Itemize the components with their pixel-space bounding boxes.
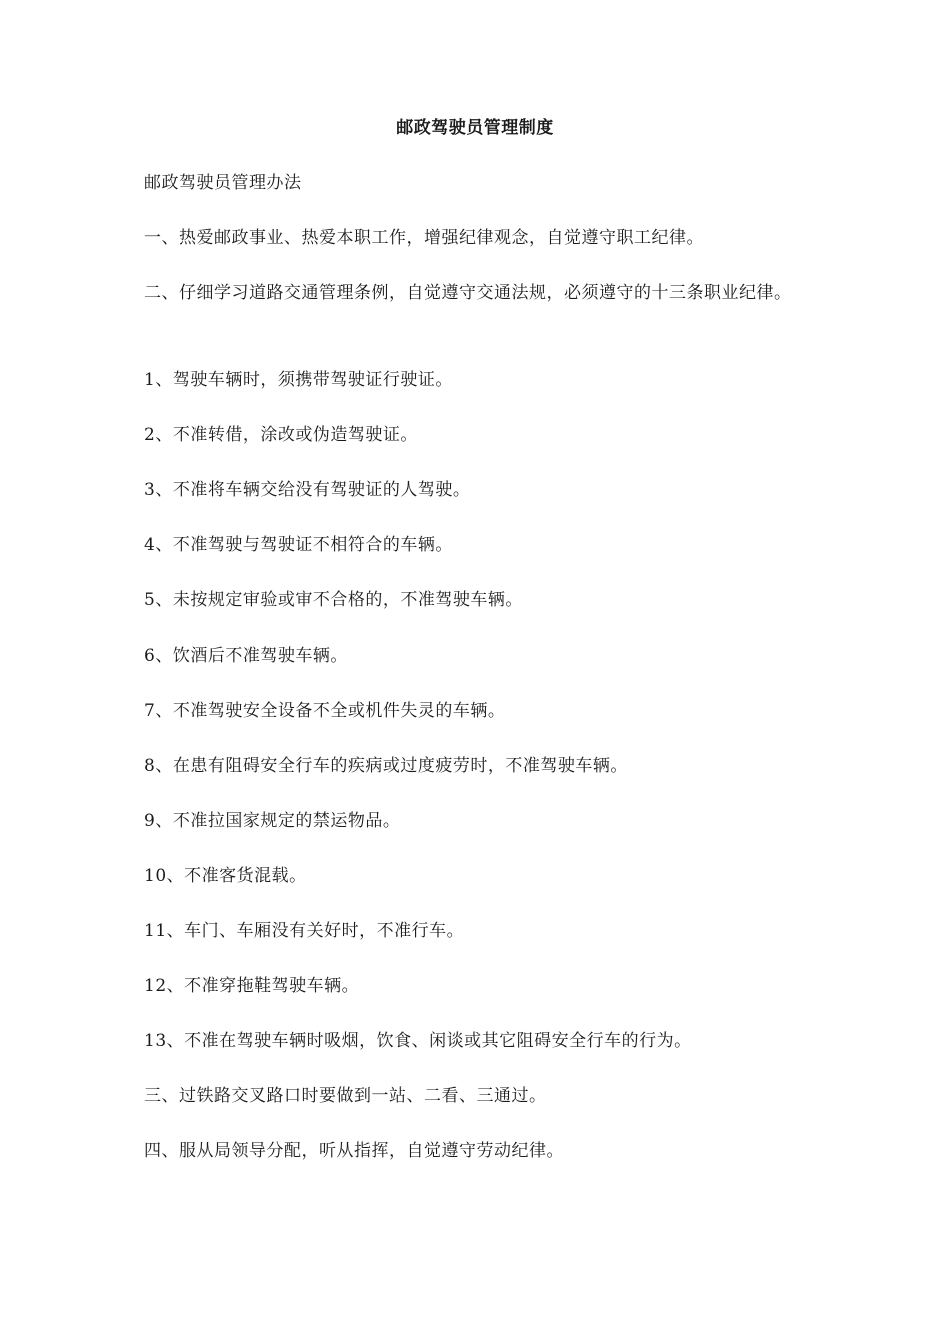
section-1-paragraph: 一、热爱邮政事业、热爱本职工作，增强纪律观念，自觉遵守职工纪律。 <box>144 228 704 248</box>
rule-item-3: 3、不准将车辆交给没有驾驶证的人驾驶。 <box>144 480 471 500</box>
rule-item-9: 9、不准拉国家规定的禁运物品。 <box>144 811 401 831</box>
rule-item-4: 4、不准驾驶与驾驶证不相符合的车辆。 <box>144 535 453 555</box>
section-4-paragraph: 四、服从局领导分配，听从指挥，自觉遵守劳动纪律。 <box>144 1141 564 1161</box>
rule-item-6: 6、饮酒后不准驾驶车辆。 <box>144 646 348 666</box>
rule-item-1: 1、驾驶车辆时，须携带驾驶证行驶证。 <box>144 370 453 390</box>
document-subtitle: 邮政驾驶员管理办法 <box>144 173 302 193</box>
rule-item-12: 12、不准穿拖鞋驾驶车辆。 <box>144 976 360 996</box>
section-2-paragraph: 二、仔细学习道路交通管理条例，自觉遵守交通法规，必须遵守的十三条职业纪律。 <box>144 283 792 303</box>
rule-item-11: 11、车门、车厢没有关好时，不准行车。 <box>144 921 465 941</box>
rule-item-2: 2、不准转借，涂改或伪造驾驶证。 <box>144 425 418 445</box>
rule-item-10: 10、不准客货混载。 <box>144 866 307 886</box>
section-3-paragraph: 三、过铁路交叉路口时要做到一站、二看、三通过。 <box>144 1086 547 1106</box>
rule-item-13: 13、不准在驾驶车辆时吸烟，饮食、闲谈或其它阻碍安全行车的行为。 <box>144 1031 692 1051</box>
rule-item-8: 8、在患有阻碍安全行车的疾病或过度疲劳时，不准驾驶车辆。 <box>144 756 628 776</box>
document-title: 邮政驾驶员管理制度 <box>396 118 554 138</box>
rule-item-7: 7、不准驾驶安全设备不全或机件失灵的车辆。 <box>144 701 506 721</box>
rule-item-5: 5、未按规定审验或审不合格的，不准驾驶车辆。 <box>144 590 523 610</box>
